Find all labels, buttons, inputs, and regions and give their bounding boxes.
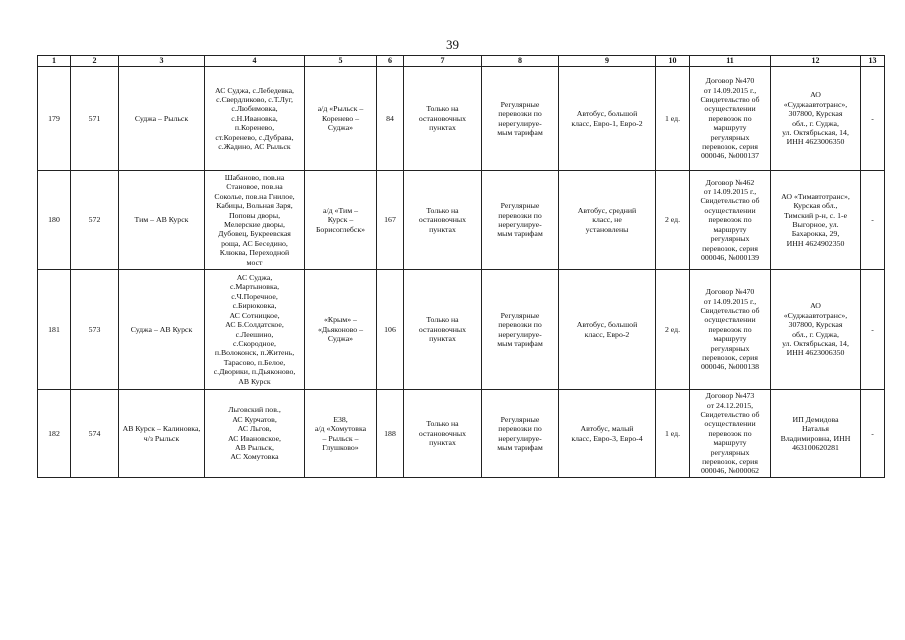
col-header: 5 — [305, 56, 377, 67]
cell-line: 000046, №000138 — [700, 362, 760, 372]
cell-line: Свидетельство об — [700, 94, 760, 104]
routes-table — [37, 55, 885, 478]
cell-line: перевозок по — [708, 215, 752, 225]
cell-line: от 14.09.2015 г., — [703, 187, 757, 197]
cell-line: АС Хомутовка — [230, 452, 279, 462]
cell-line: АО — [810, 301, 821, 311]
streets-cell — [305, 171, 377, 270]
table-row — [38, 171, 885, 270]
cell-line: Курская обл., — [793, 201, 838, 211]
stops-cell — [205, 67, 305, 171]
col-header: 11 — [690, 56, 771, 67]
carrier-cell — [771, 390, 861, 478]
vehicles-cell — [559, 171, 656, 270]
cell-line: осуществлении — [704, 104, 756, 114]
cell-line: 463100620281 — [792, 442, 839, 452]
cell-line: мым тарифам — [497, 442, 543, 452]
cell-line: Только на — [426, 205, 459, 215]
cell-line: п.Волоконск, п.Житень, — [214, 348, 295, 358]
cell-line: нерегулируе- — [498, 329, 542, 339]
cell-line: Договор №470 — [705, 76, 755, 86]
cell-line: «Суджаавтотранс», — [783, 99, 848, 109]
cell-line: перевозки по — [498, 109, 542, 119]
cell-line: маршруту — [713, 438, 747, 448]
cell-line: а/д «Рыльск – — [317, 104, 364, 114]
cell-line: Свидетельство об — [700, 409, 760, 419]
cell-line: п.Коренево, — [234, 123, 275, 133]
cell-line: мост — [246, 257, 263, 267]
cell-line: Регулярные — [500, 310, 540, 320]
vehicle-count-cell: 2 ед. — [656, 171, 690, 270]
cell-line: нерегулируе- — [498, 118, 542, 128]
col-header: 10 — [656, 56, 690, 67]
col-header: 4 — [205, 56, 305, 67]
cell-line: от 14.09.2015 г., — [703, 296, 757, 306]
cell-line: Только на — [426, 104, 459, 114]
transport-type-cell — [482, 67, 559, 171]
stop-order-cell — [404, 390, 482, 478]
cell-line: Автобус, большой — [576, 320, 638, 330]
col-header: 2 — [71, 56, 119, 67]
streets-cell — [305, 270, 377, 390]
length-cell: 84 — [377, 67, 404, 171]
cell-line: Только на — [426, 315, 459, 325]
cell-line: класс, Евро-3, Евро-4 — [571, 433, 643, 443]
cell-line: Тимский р-н, с. 1-е — [783, 210, 848, 220]
cell-line: перевозок, серия — [702, 457, 758, 467]
cell-line: Борисоглебск» — [315, 224, 366, 234]
vehicles-cell — [559, 270, 656, 390]
cell-line: АС Ивановское, — [227, 433, 282, 443]
cell-line: Владимировна, ИНН — [780, 433, 851, 443]
cell-line: Суджа» — [327, 123, 354, 133]
stop-order-cell — [404, 270, 482, 390]
length-cell: 188 — [377, 390, 404, 478]
stop-order-cell — [404, 171, 482, 270]
col-header: 12 — [771, 56, 861, 67]
cell-line: обл., г. Суджа, — [792, 118, 839, 128]
cell-line: Льговский пов., — [228, 405, 281, 415]
cell-line: осуществлении — [704, 205, 756, 215]
cell-line: класс, не — [592, 215, 622, 225]
cell-line: ст.Коренево, с.Дубрава, — [215, 132, 294, 142]
cell-line: Клюква, Переходной — [219, 248, 290, 258]
route-name-cell: АВ Курск – Калиновка, ч/з Рыльск — [119, 390, 205, 478]
cell-line: Свидетельство об — [700, 305, 760, 315]
cell-line: установлены — [585, 224, 629, 234]
route-name-cell: Суджа – Рыльск — [119, 67, 205, 171]
vehicles-cell — [559, 390, 656, 478]
vehicle-count-cell: 2 ед. — [656, 270, 690, 390]
cell-line: мым тарифам — [497, 338, 543, 348]
cell-line: «Крым» – — [324, 315, 357, 325]
note-cell: - — [861, 67, 885, 171]
cell-line: класс, Евро-1, Евро-2 — [571, 118, 643, 128]
cell-line: Свидетельство об — [700, 196, 760, 206]
cell-line: остановочных — [418, 324, 467, 334]
cell-line: класс, Евро-2 — [584, 329, 630, 339]
cell-line: а/д «Хомутовка — [314, 424, 367, 434]
cell-line: 000046, №000062 — [700, 466, 760, 476]
route-number-cell: 574 — [71, 390, 119, 478]
cell-line: Автобус, малый — [580, 424, 634, 434]
route-name-cell: Суджа – АВ Курск — [119, 270, 205, 390]
cell-line: Регулярные — [500, 99, 540, 109]
cell-line: с.Свердликово, с.Т.Луг, — [216, 94, 293, 104]
vehicles-cell — [559, 67, 656, 171]
cell-line: Кабицы, Вольная Заря, — [216, 201, 293, 211]
cell-line: перевозок по — [708, 324, 752, 334]
cell-line: с.Дворики, п.Дьяконово, — [213, 367, 296, 377]
cell-line: АО — [810, 90, 821, 100]
cell-line: Бахарокка, 29, — [791, 229, 840, 239]
stops-cell — [205, 171, 305, 270]
cell-line: пунктах — [429, 438, 456, 448]
cell-line: Соколье, пов.на Гнилое, — [214, 191, 295, 201]
cell-line: регулярных — [710, 132, 750, 142]
cell-line: – Рыльск – — [322, 433, 359, 443]
cell-line: Глушково» — [322, 442, 359, 452]
cell-line: Выгорное, ул. — [792, 220, 839, 229]
transport-type-cell — [482, 171, 559, 270]
cell-line: АО «Тимавтотранс», — [781, 191, 850, 201]
route-number-cell: 572 — [71, 171, 119, 270]
col-header: 3 — [119, 56, 205, 67]
header-row — [38, 56, 885, 67]
length-cell: 106 — [377, 270, 404, 390]
cell-line: Автобус, большой — [576, 109, 638, 119]
vehicle-count-cell: 1 ед. — [656, 390, 690, 478]
length-cell: 167 — [377, 171, 404, 270]
streets-cell — [305, 390, 377, 478]
cell-line: Договор №473 — [705, 391, 755, 401]
cell-line: Дубовец, Букреевская — [218, 229, 291, 239]
cell-line: перевозок по — [708, 113, 752, 123]
cell-line: перевозки по — [498, 210, 542, 220]
row-number-cell: 182 — [38, 390, 71, 478]
cell-line: ИНН 4624902350 — [786, 238, 845, 248]
cell-line: ул. Октябрьская, 14, — [782, 127, 849, 137]
cell-line: 307800, Курская — [788, 109, 843, 119]
cell-line: обл., г. Суджа, — [792, 329, 839, 339]
col-header: 1 — [38, 56, 71, 67]
cell-line: с.Скородное, — [232, 338, 277, 348]
cell-line: перевозок, серия — [702, 142, 758, 152]
cell-line: с.Бирюковка, — [232, 301, 277, 311]
cell-line: роща, АС Беседино, — [221, 238, 288, 248]
cell-line: 307800, Курская — [788, 320, 843, 330]
cell-line: «Дьяконово – — [317, 324, 364, 334]
cell-line: Курск – — [327, 215, 354, 225]
table-row — [38, 67, 885, 171]
cell-line: перевозок, серия — [702, 243, 758, 253]
route-number-cell: 573 — [71, 270, 119, 390]
carrier-cell — [771, 171, 861, 270]
cell-line: АВ Курск — [238, 376, 271, 386]
cell-line: с.Ч.Поречное, — [231, 291, 278, 301]
stops-cell — [205, 390, 305, 478]
cell-line: ул. Октябрьская, 14, — [782, 338, 849, 348]
cell-line: пунктах — [429, 123, 456, 133]
cell-line: регулярных — [710, 234, 750, 244]
cell-line: ИНН 4623006350 — [786, 137, 845, 147]
cell-line: Поповы дворы, — [228, 210, 281, 220]
cell-line: маршруту — [713, 123, 747, 133]
cell-line: перевозки по — [498, 320, 542, 330]
cell-line: Договор №462 — [705, 177, 755, 187]
note-cell: - — [861, 270, 885, 390]
cell-line: Регулярные — [500, 414, 540, 424]
cell-line: регулярных — [710, 447, 750, 457]
route-number-cell: 571 — [71, 67, 119, 171]
cell-line: остановочных — [418, 215, 467, 225]
carrier-cell — [771, 67, 861, 171]
cell-line: с.Жадино, АС Рыльск — [218, 142, 291, 152]
cell-line: перевозок по — [708, 428, 752, 438]
cell-line: Е38, — [333, 414, 348, 424]
row-number-cell: 181 — [38, 270, 71, 390]
cell-line: пунктах — [429, 334, 456, 344]
note-cell: - — [861, 171, 885, 270]
cell-line: нерегулируе- — [498, 433, 542, 443]
cell-line: остановочных — [418, 113, 467, 123]
cell-line: 000046, №000137 — [700, 151, 760, 161]
carrier-cell — [771, 270, 861, 390]
cell-line: АС Суджа, с.Лебедевка, — [214, 85, 295, 95]
streets-cell — [305, 67, 377, 171]
cell-line: от 14.09.2015 г., — [703, 85, 757, 95]
contract-cell — [690, 270, 771, 390]
page-number: 39 — [446, 37, 459, 52]
table-row — [38, 390, 885, 478]
cell-line: Автобус, средний — [577, 205, 637, 215]
cell-line: АС Б.Солдатское, — [225, 320, 284, 330]
cell-line: Коренево – — [321, 113, 360, 123]
cell-line: «Суджаавтотранс», — [783, 310, 848, 320]
cell-line: АС Курчатов, — [232, 414, 277, 424]
cell-line: Договор №470 — [705, 287, 755, 297]
cell-line: регулярных — [710, 343, 750, 353]
contract-cell — [690, 67, 771, 171]
cell-line: Только на — [426, 419, 459, 429]
cell-line: мым тарифам — [497, 229, 543, 239]
col-header: 13 — [861, 56, 885, 67]
stops-cell — [205, 270, 305, 390]
contract-cell — [690, 171, 771, 270]
row-number-cell: 179 — [38, 67, 71, 171]
cell-line: Мелерские дворы, — [224, 220, 285, 229]
cell-line: АС Суджа, — [236, 273, 273, 283]
cell-line: Регулярные — [500, 201, 540, 211]
cell-line: с.Любимовка, — [231, 104, 278, 114]
cell-line: Шабаново, пов.на — [224, 172, 285, 182]
cell-line: маршруту — [713, 334, 747, 344]
cell-line: от 24.12.2015, — [706, 400, 754, 410]
table-row — [38, 270, 885, 390]
cell-line: с.Н.Ивановка, — [231, 113, 278, 123]
cell-line: АС Сотницкое, — [229, 310, 280, 320]
cell-line: Тарасово, п.Белое, — [223, 357, 286, 367]
col-header: 6 — [377, 56, 404, 67]
cell-line: АС Льгов, — [237, 424, 272, 434]
cell-line: остановочных — [418, 428, 467, 438]
stop-order-cell — [404, 67, 482, 171]
cell-line: а/д «Тим – — [323, 205, 358, 215]
row-number-cell: 180 — [38, 171, 71, 270]
cell-line: пунктах — [429, 224, 456, 234]
cell-line: Суджа» — [327, 334, 354, 344]
contract-cell — [690, 390, 771, 478]
cell-line: с.Мартыновка, — [229, 282, 280, 292]
route-name-cell: Тим – АВ Курск — [119, 171, 205, 270]
cell-line: ИНН 4623006350 — [786, 348, 845, 358]
cell-line: мым тарифам — [497, 127, 543, 137]
note-cell: - — [861, 390, 885, 478]
cell-line: 000046, №000139 — [700, 252, 760, 262]
cell-line: с.Леешино, — [235, 329, 274, 339]
cell-line: осуществлении — [704, 315, 756, 325]
col-header: 8 — [482, 56, 559, 67]
transport-type-cell — [482, 270, 559, 390]
cell-line: перевозок, серия — [702, 353, 758, 363]
cell-line: Наталья — [802, 424, 829, 434]
col-header: 7 — [404, 56, 482, 67]
cell-line: АВ Рыльск, — [235, 442, 274, 452]
cell-line: Становое, пов.на — [226, 182, 283, 192]
cell-line: нерегулируе- — [498, 220, 542, 229]
cell-line: ИП Демидова — [792, 414, 839, 424]
vehicle-count-cell: 1 ед. — [656, 67, 690, 171]
cell-line: перевозки по — [498, 424, 542, 434]
col-header: 9 — [559, 56, 656, 67]
cell-line: маршруту — [713, 224, 747, 234]
transport-type-cell — [482, 390, 559, 478]
cell-line: осуществлении — [704, 419, 756, 429]
